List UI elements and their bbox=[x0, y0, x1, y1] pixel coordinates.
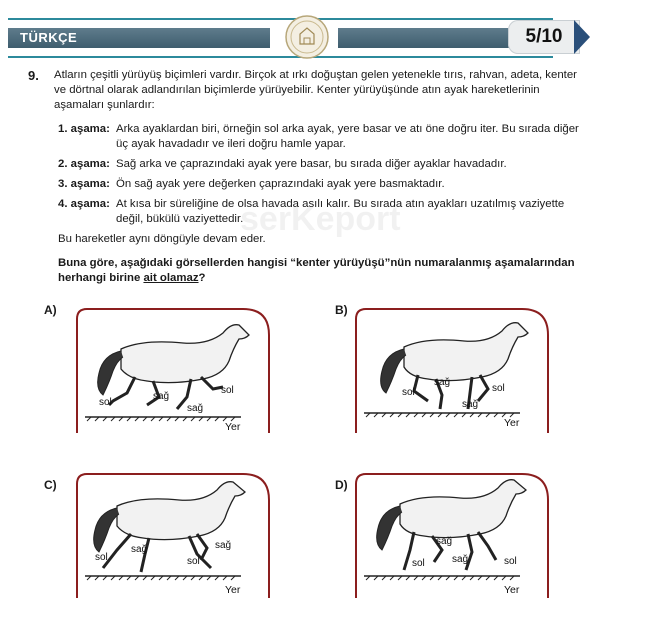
leg-label: sağ bbox=[131, 544, 148, 555]
step-label: 1. aşama: bbox=[58, 123, 110, 135]
leg-label: sağ bbox=[153, 391, 170, 402]
header-line-top bbox=[8, 18, 553, 20]
option-b-image[interactable] bbox=[352, 305, 552, 435]
horse-illustration bbox=[352, 305, 552, 435]
question-intro: Atların çeşitli yürüyüş biçimleri vardır. Birçok at ırkı doğuştan gelen yetenekle tırıs, rahvan, adeta, kenter ve dörtnal olarak adlandırılan biçimlerde yürüyebilir. Kenter yürüyüşünde atın ayak hareketlerinin aşamaları şunlardır: bbox=[54, 69, 577, 111]
prompt-main: Buna göre, aşağıdaki görsellerden hangisi “kenter yürüyüşü”nün numaralanmış aşamalarından herhangi birine bbox=[58, 257, 575, 284]
leg-label: sol bbox=[221, 385, 234, 396]
horse-illustration bbox=[73, 470, 273, 600]
step-label: 4. aşama: bbox=[58, 198, 110, 210]
step-label: 3. aşama: bbox=[58, 178, 110, 190]
watermark: serKeport bbox=[240, 200, 401, 238]
step-text: At kısa bir süreliğine de olsa havada asılı kalır. Bu sırada atın ayakları uzatılmış vaziyette değil, bükülü vaziyettedir. bbox=[116, 198, 565, 225]
ground-label: Yer bbox=[225, 421, 241, 433]
ground-label: Yer bbox=[225, 584, 241, 596]
leg-label: sağ bbox=[434, 377, 451, 388]
leg-label: sağ bbox=[215, 540, 232, 551]
step-text: Ön sağ ayak yere değerken çaprazındaki ayak yere basmaktadır. bbox=[116, 178, 445, 190]
ground-label: Yer bbox=[504, 417, 520, 429]
cycle-note: Bu hareketler aynı döngüyle devam eder. bbox=[58, 233, 266, 245]
leg-label: sağ bbox=[436, 536, 453, 547]
header-line-bottom bbox=[8, 56, 553, 58]
prompt-end: ? bbox=[198, 272, 206, 284]
step-item bbox=[58, 157, 592, 172]
page-header bbox=[8, 14, 593, 60]
option-a-image[interactable] bbox=[73, 305, 273, 435]
question-block bbox=[28, 68, 592, 286]
leg-label: sol bbox=[492, 383, 505, 394]
question-prompt bbox=[58, 256, 592, 286]
leg-label: sağ bbox=[462, 399, 479, 410]
step-item bbox=[58, 122, 592, 152]
step-label: 2. aşama: bbox=[58, 158, 110, 170]
leg-label: sağ bbox=[187, 403, 204, 414]
question-number: 9. bbox=[28, 68, 39, 83]
page-counter: 5/10 bbox=[508, 20, 580, 54]
leg-label: sağ bbox=[452, 554, 469, 565]
horse-illustration bbox=[73, 305, 273, 435]
step-text: Arka ayaklardan biri, örneğin sol arka ayak, yere basar ve atı öne doğru iter. Bu sırada diğer üç ayak havadadır ve ileri doğru hamle yapar. bbox=[116, 123, 579, 150]
option-d-image[interactable] bbox=[352, 470, 552, 600]
leg-label: sol bbox=[95, 552, 108, 563]
option-a-letter[interactable]: A) bbox=[44, 303, 57, 317]
leg-label: sol bbox=[504, 556, 517, 567]
leg-label: sol bbox=[99, 397, 112, 408]
leg-label: sol bbox=[402, 387, 415, 398]
next-page-arrow-icon bbox=[574, 20, 590, 54]
ministry-seal-icon bbox=[283, 14, 331, 60]
header-bar-right bbox=[338, 28, 523, 48]
leg-label: sol bbox=[187, 556, 200, 567]
ground-label: Yer bbox=[504, 584, 520, 596]
leg-label: sol bbox=[412, 558, 425, 569]
option-b-letter[interactable]: B) bbox=[335, 303, 348, 317]
option-c-letter[interactable]: C) bbox=[44, 478, 57, 492]
step-text: Sağ arka ve çaprazındaki ayak yere basar, bu sırada diğer ayaklar havadadır. bbox=[116, 158, 507, 170]
prompt-underlined: ait olamaz bbox=[143, 272, 199, 284]
horse-illustration bbox=[352, 470, 552, 600]
subject-title: TÜRKÇE bbox=[8, 28, 270, 48]
option-d-letter[interactable]: D) bbox=[335, 478, 348, 492]
option-c-image[interactable] bbox=[73, 470, 273, 600]
step-item bbox=[58, 177, 592, 192]
